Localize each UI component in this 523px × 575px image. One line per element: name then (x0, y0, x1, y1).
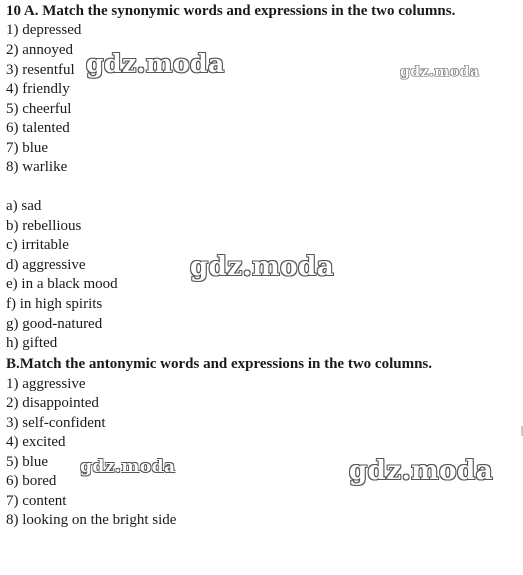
section-a-option-a: a) sad (6, 198, 42, 214)
section-a-option-h: h) gifted (6, 335, 58, 351)
watermark: gdz.moda (86, 49, 225, 78)
section-b-item-6: 6) bored (6, 473, 57, 489)
section-a-option-g: g) good-natured (6, 316, 103, 332)
section-a-item-6: 6) talented (6, 120, 70, 136)
section-a-item-3: 3) resentful (6, 62, 75, 78)
section-a-heading: 10 A. Match the synonymic words and expressions in the two columns. (6, 3, 456, 19)
section-b-item-4: 4) excited (6, 434, 66, 450)
section-b-item-5: 5) blue (6, 454, 49, 470)
section-a-item-7: 7) blue (6, 140, 49, 156)
section-b-item-3: 3) self-confident (6, 415, 106, 431)
section-a-option-f: f) in high spirits (6, 296, 103, 312)
section-b-item-2: 2) disappointed (6, 395, 99, 411)
watermark: gdz.moda (80, 457, 176, 477)
section-a-option-d: d) aggressive (6, 257, 86, 273)
section-a-option-b: b) rebellious (6, 218, 82, 234)
watermark: gdz.moda (190, 252, 335, 282)
section-a-option-e: e) in a black mood (6, 276, 118, 292)
section-b-item-1: 1) aggressive (6, 376, 86, 392)
section-b-item-7: 7) content (6, 493, 67, 509)
section-a-item-2: 2) annoyed (6, 42, 74, 58)
section-b-heading: B.Match the antonymic words and expressions in the two columns. (6, 356, 432, 372)
section-a-item-1: 1) depressed (6, 22, 82, 38)
watermark: gdz.moda (400, 64, 480, 80)
section-a-option-c: c) irritable (6, 237, 69, 253)
section-a-item-8: 8) warlike (6, 159, 68, 175)
section-a-item-4: 4) friendly (6, 81, 70, 97)
section-b-item-8: 8) looking on the bright side (6, 512, 177, 528)
section-a-item-5: 5) cheerful (6, 101, 72, 117)
watermark: gdz.moda (349, 456, 494, 486)
